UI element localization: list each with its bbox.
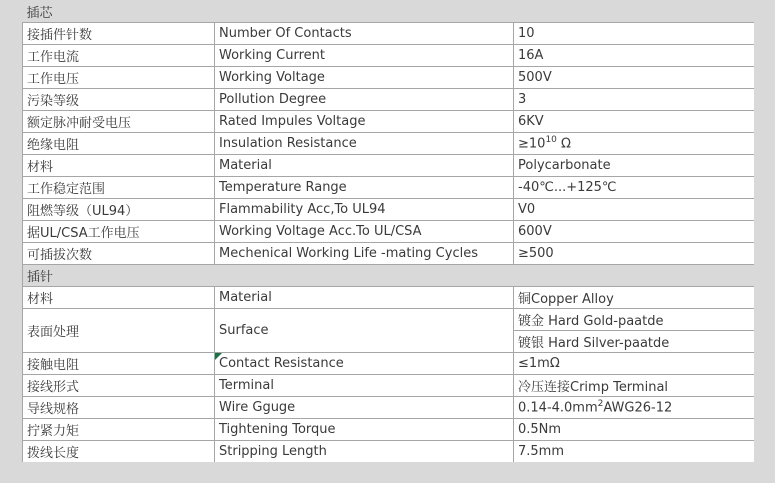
spec-en-cell: Working Voltage Acc.To UL/CSA: [215, 221, 514, 243]
spec-cn-cell: 接线形式: [23, 375, 215, 397]
spec-en-cell: Terminal: [215, 375, 514, 397]
value-base: ≥10: [518, 136, 546, 152]
spec-en-cell: Tightening Torque: [215, 419, 514, 441]
table-row: [23, 177, 754, 199]
spec-table: [22, 1, 754, 462]
table-row: [23, 89, 754, 111]
value-superscript: 10: [545, 134, 557, 145]
spec-value-cell: 镀金 Hard Gold-paatde: [514, 309, 754, 331]
spec-value-cell: [514, 133, 754, 155]
spec-value-cell: ≤1mΩ: [514, 353, 754, 375]
spec-en-cell: Stripping Length: [215, 441, 514, 463]
spec-value-cell: 600V: [514, 221, 754, 243]
spec-value-cell: 铜Copper Alloy: [514, 287, 754, 309]
table-row: [23, 419, 754, 441]
spec-en-cell: Flammability Acc,To UL94: [215, 199, 514, 221]
table-row: [23, 287, 754, 309]
spec-en-cell: Material: [215, 287, 514, 309]
spec-en-cell: Mechenical Working Life -mating Cycles: [215, 243, 514, 265]
spec-en-cell: Temperature Range: [215, 177, 514, 199]
comment-marker-icon: [215, 353, 222, 360]
spec-en-cell: Working Voltage: [215, 67, 514, 89]
spec-cn-cell: 污染等级: [23, 89, 215, 111]
spec-en-label: Contact Resistance: [219, 356, 344, 371]
spec-cn-cell: 工作电压: [23, 67, 215, 89]
spec-en-cell: Wire Gguge: [215, 397, 514, 419]
spec-en-cell: Surface: [215, 309, 514, 353]
table-row: [23, 155, 754, 177]
spec-value-cell: ≥500: [514, 243, 754, 265]
table-row: [23, 221, 754, 243]
section-header-row: [23, 265, 754, 287]
table-row: [23, 133, 754, 155]
spec-value-cell: 500V: [514, 67, 754, 89]
spec-cn-cell: 材料: [23, 155, 215, 177]
spec-value-cell: 6KV: [514, 111, 754, 133]
spec-cn-cell: 接插件针数: [23, 23, 215, 45]
spec-cn-cell: 导线规格: [23, 397, 215, 419]
spec-value-cell: 16A: [514, 45, 754, 67]
spec-value-cell: [514, 397, 754, 419]
table-row: [23, 23, 754, 45]
table-row: [23, 111, 754, 133]
spec-cn-cell: 工作稳定范围: [23, 177, 215, 199]
table-row: [23, 397, 754, 419]
section-title: 插针: [23, 265, 754, 287]
value-base: 0.14-4.0mm: [518, 400, 598, 416]
spec-value-cell: 10: [514, 23, 754, 45]
spec-en-cell: Insulation Resistance: [215, 133, 514, 155]
spec-cn-cell: 据UL/CSA工作电压: [23, 221, 215, 243]
section-title: 插芯: [23, 1, 754, 23]
spec-cn-cell: 表面处理: [23, 309, 215, 353]
spec-cn-cell: 拨线长度: [23, 441, 215, 463]
spec-cn-cell: 可插拔次数: [23, 243, 215, 265]
spec-value-cell: -40℃...+125℃: [514, 177, 754, 199]
spec-value-cell: Polycarbonate: [514, 155, 754, 177]
spec-value-cell: 3: [514, 89, 754, 111]
table-row: [23, 243, 754, 265]
spec-value-cell: 冷压连接Crimp Terminal: [514, 375, 754, 397]
spec-value-cell: 7.5mm: [514, 441, 754, 463]
spec-cn-cell: 材料: [23, 287, 215, 309]
value-unit: AWG26-12: [603, 400, 673, 416]
spec-value-cell: 镀银 Hard Silver-paatde: [514, 331, 754, 353]
table-row: [23, 375, 754, 397]
spec-en-cell: Working Current: [215, 45, 514, 67]
spec-cn-cell: 阻燃等级（UL94）: [23, 199, 215, 221]
spec-en-cell: Pollution Degree: [215, 89, 514, 111]
spec-cn-cell: 接触电阻: [23, 353, 215, 375]
spec-cn-cell: 额定脉冲耐受电压: [23, 111, 215, 133]
spec-value-cell: 0.5Nm: [514, 419, 754, 441]
value-superscript: 2: [597, 398, 604, 409]
table-row: [23, 309, 754, 331]
spec-value-cell: V0: [514, 199, 754, 221]
section-header-row: [23, 1, 754, 23]
spec-en-cell: [215, 353, 514, 375]
table-row: [23, 353, 754, 375]
table-row: [23, 45, 754, 67]
spec-en-cell: Number Of Contacts: [215, 23, 514, 45]
table-row: [23, 67, 754, 89]
spec-cn-cell: 拧紧力矩: [23, 419, 215, 441]
spec-cn-cell: 绝缘电阻: [23, 133, 215, 155]
spec-en-cell: Material: [215, 155, 514, 177]
table-row: [23, 199, 754, 221]
spec-cn-cell: 工作电流: [23, 45, 215, 67]
value-unit: Ω: [556, 136, 571, 152]
spec-en-cell: Rated Impules Voltage: [215, 111, 514, 133]
table-row: [23, 441, 754, 463]
